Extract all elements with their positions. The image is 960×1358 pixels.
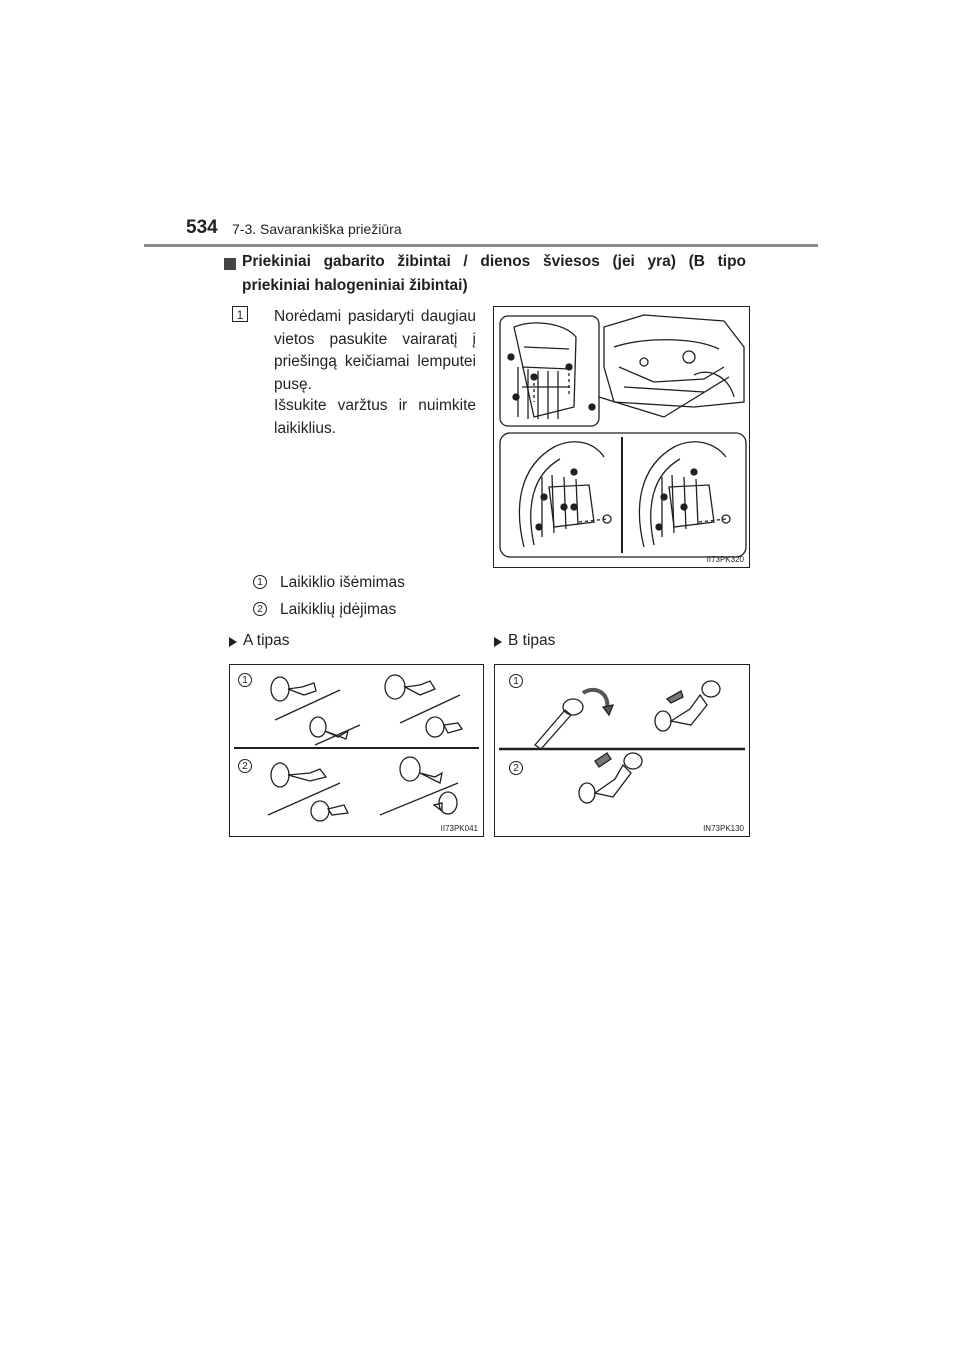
callout-1: 1 [509,674,523,688]
type-b-clip-illustration [494,664,750,837]
figure-code: IN73PK130 [703,824,744,833]
figure-code: II73PK320 [706,555,744,564]
section-heading-line-2: priekiniai halogeniniai žibintai) [242,277,468,294]
legend-text-1: Laikiklio išėmimas [280,574,405,591]
legend-text-2: Laikiklių įdėjimas [280,601,397,618]
figure-code: II73PK041 [440,824,478,833]
type-a-label: A tipas [243,632,290,649]
main-illustration [493,306,750,568]
page-number: 534 [186,217,218,238]
triangle-bullet-icon [494,637,502,647]
clip-a-drawing [230,665,483,836]
section-heading-line-1: Priekiniai gabarito žibintai / dienos šviesos (jei yra) (B tipo [242,253,746,270]
type-a-clip-illustration [229,664,484,837]
triangle-bullet-icon [229,637,237,647]
clip-b-drawing [495,665,749,836]
legend-number-2: 2 [253,602,267,616]
callout-2: 2 [509,761,523,775]
type-b-label: B tipas [508,632,556,649]
section-title: 7-3. Savarankiška priežiūra [232,221,402,237]
heading-square-icon [224,258,236,270]
step-number-badge: 1 [232,306,248,322]
step-paragraph-2: Išsukite varžtus ir nuimkite laikiklius. [274,397,476,437]
header-divider [144,244,818,247]
legend-number-1: 1 [253,575,267,589]
callout-2: 2 [238,759,252,773]
callout-1: 1 [238,673,252,687]
step-paragraph-1: Norėdami pasidaryti daugiau vietos pasukite vairaratį į priešingą keičiamai lemputei pusę. [274,308,476,393]
vehicle-bumper-drawing [494,307,749,567]
